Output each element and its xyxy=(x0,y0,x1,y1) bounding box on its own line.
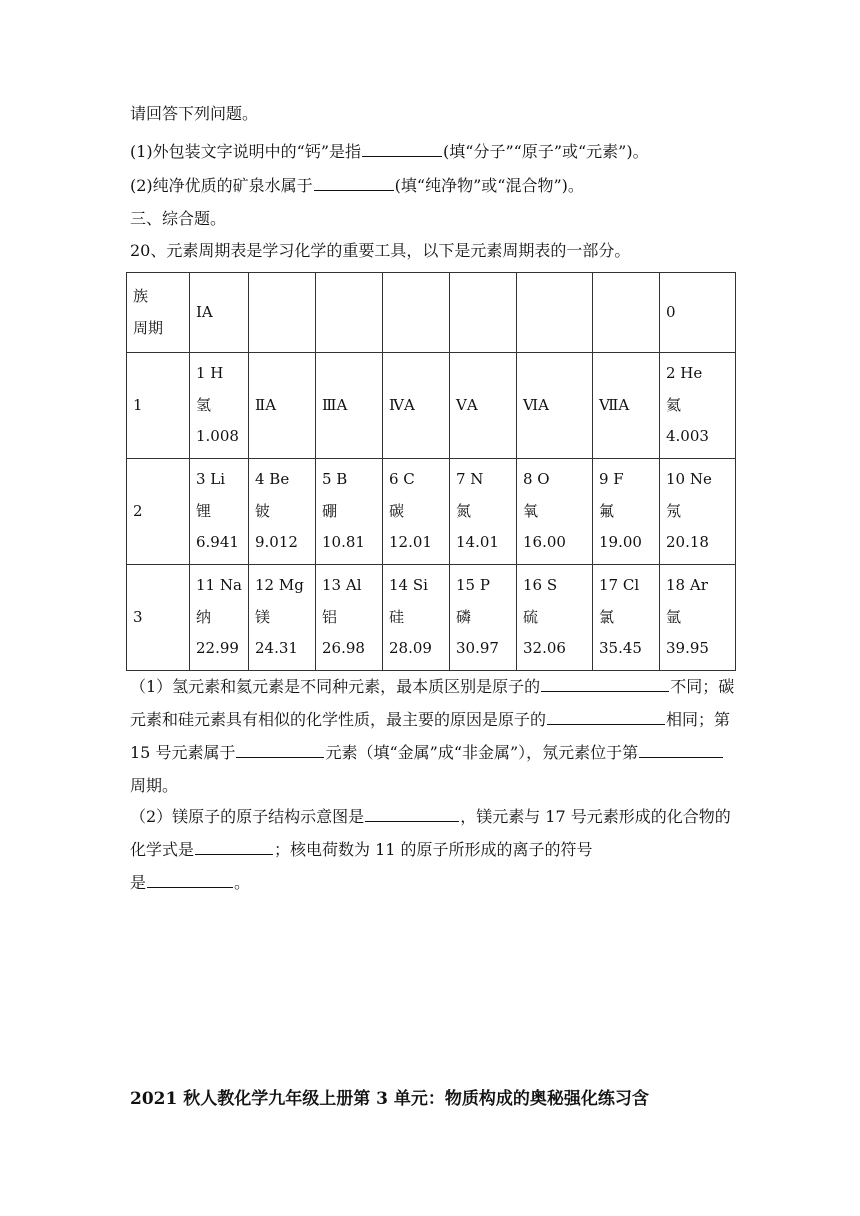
element-name: 氢 xyxy=(196,395,212,414)
group-label-cell: ⅡA xyxy=(249,353,316,459)
element-symbol: 12 Mg xyxy=(255,576,304,595)
element-cell xyxy=(249,565,316,671)
element-name: 氖 xyxy=(666,501,682,520)
element-name: 氟 xyxy=(599,501,615,520)
question-20: 20、元素周期表是学习化学的重要工具，以下是元素周期表的一部分。 xyxy=(130,241,631,260)
question-1 xyxy=(130,140,649,162)
group-label: 族 xyxy=(133,287,149,305)
question-2-text: (2)纯净优质的矿泉水属于 xyxy=(130,176,313,195)
element-name: 硅 xyxy=(389,607,405,626)
element-cell xyxy=(660,565,736,671)
element-symbol: 11 Na xyxy=(196,576,242,595)
element-name: 铝 xyxy=(322,607,338,626)
period-number: 1 xyxy=(127,353,190,459)
answer-blank[interactable] xyxy=(314,174,394,191)
element-cell-H xyxy=(190,353,249,459)
element-name: 氩 xyxy=(666,607,682,626)
element-symbol: 16 S xyxy=(523,576,558,595)
question-text: ；核电荷数为 11 的原子所形成的离子的符号 xyxy=(274,840,593,859)
element-name: 氦 xyxy=(666,395,682,414)
element-cell xyxy=(316,459,383,565)
question-20-part-1 xyxy=(130,670,736,802)
element-cell xyxy=(383,565,450,671)
element-symbol: 4 Be xyxy=(255,470,290,489)
element-mass: 9.012 xyxy=(255,533,298,552)
group-header: IA xyxy=(190,273,249,353)
answer-blank[interactable] xyxy=(547,708,665,725)
period-number: 2 xyxy=(127,459,190,565)
element-symbol: 17 Cl xyxy=(599,576,640,595)
section-heading: 三、综合题。 xyxy=(130,209,227,228)
element-symbol: 5 B xyxy=(322,470,348,489)
question-text: ，镁元素与 17 号元素形成的化合物的化学式是 xyxy=(130,807,731,859)
element-mass: 39.95 xyxy=(666,639,709,658)
group-label-cell: ⅤA xyxy=(450,353,517,459)
answer-blank[interactable] xyxy=(195,838,273,855)
element-mass: 20.18 xyxy=(666,533,709,552)
element-mass: 4.003 xyxy=(666,427,709,446)
group-header xyxy=(450,273,517,353)
element-name: 氧 xyxy=(523,501,539,520)
element-cell xyxy=(660,459,736,565)
element-cell-He xyxy=(660,353,736,459)
element-symbol: 9 F xyxy=(599,470,624,489)
table-row-period-2 xyxy=(127,459,736,565)
element-name: 硫 xyxy=(523,607,539,626)
element-mass: 26.98 xyxy=(322,639,365,658)
answer-blank[interactable] xyxy=(639,741,723,758)
document-heading: 2021 秋人教化学九年级上册第 3 单元：物质构成的奥秘强化练习含 xyxy=(130,1089,649,1109)
element-mass: 14.01 xyxy=(456,533,499,552)
period-number: 3 xyxy=(127,565,190,671)
question-text: （2）镁原子的原子结构示意图是 xyxy=(130,807,365,826)
table-row-period-3 xyxy=(127,565,736,671)
element-mass: 24.31 xyxy=(255,639,298,658)
element-mass: 22.99 xyxy=(196,639,239,658)
group-header xyxy=(593,273,660,353)
element-cell xyxy=(450,459,517,565)
element-cell xyxy=(383,459,450,565)
element-cell xyxy=(249,459,316,565)
question-1-text: (1)外包装文字说明中的“钙”是指 xyxy=(130,142,362,161)
answer-blank[interactable] xyxy=(541,675,669,692)
group-label-cell: ⅣA xyxy=(383,353,450,459)
element-name: 碳 xyxy=(389,501,405,520)
element-name: 硼 xyxy=(322,501,338,520)
element-symbol: 15 P xyxy=(456,576,490,595)
element-symbol: 14 Si xyxy=(389,576,428,595)
element-cell xyxy=(593,565,660,671)
question-text: （1）氢元素和氦元素是不同种元素，最本质区别是原子的 xyxy=(130,677,541,696)
element-mass: 10.81 xyxy=(322,533,365,552)
element-symbol: 6 C xyxy=(389,470,415,489)
question-2 xyxy=(130,174,584,196)
element-symbol: 8 O xyxy=(523,470,550,489)
element-name: 镁 xyxy=(255,607,271,626)
periodic-table xyxy=(126,272,736,671)
element-name: 铍 xyxy=(255,501,271,520)
element-cell xyxy=(190,459,249,565)
element-symbol: 1 H xyxy=(196,364,224,383)
group-header xyxy=(383,273,450,353)
intro-line: 请回答下列问题。 xyxy=(130,104,259,123)
group-header xyxy=(316,273,383,353)
question-text: 元素（填“金属”成“非金属”），氖元素位于第 xyxy=(325,743,639,762)
question-text: 不同；碳元素和硅元素具有相似的化学性质，最主要的原因是原子的 xyxy=(130,677,735,729)
element-name: 锂 xyxy=(196,501,212,520)
element-mass: 28.09 xyxy=(389,639,432,658)
element-mass: 30.97 xyxy=(456,639,499,658)
question-2-hint: (填“纯净物”或“混合物”)。 xyxy=(394,176,584,195)
element-mass: 16.00 xyxy=(523,533,566,552)
question-20-part-2 xyxy=(130,800,736,899)
question-text: 周期。 xyxy=(130,776,179,795)
element-cell xyxy=(517,565,593,671)
answer-blank[interactable] xyxy=(147,871,233,888)
element-name: 磷 xyxy=(456,607,472,626)
element-cell xyxy=(316,565,383,671)
element-name: 氮 xyxy=(456,501,472,520)
element-cell xyxy=(517,459,593,565)
element-cell xyxy=(450,565,517,671)
group-label-cell: ⅥA xyxy=(517,353,593,459)
element-symbol: 3 Li xyxy=(196,470,226,489)
element-symbol: 13 Al xyxy=(322,576,362,595)
answer-blank[interactable] xyxy=(365,805,459,822)
element-symbol: 2 He xyxy=(666,364,703,383)
group-label-cell: ⅦA xyxy=(593,353,660,459)
element-mass: 12.01 xyxy=(389,533,432,552)
element-cell xyxy=(190,565,249,671)
group-header: 0 xyxy=(660,273,736,353)
element-mass: 1.008 xyxy=(196,427,239,446)
group-header xyxy=(249,273,316,353)
question-1-hint: (填“分子”“原子”或“元素”)。 xyxy=(443,142,649,161)
element-symbol: 7 N xyxy=(456,470,484,489)
group-label-cell: ⅢA xyxy=(316,353,383,459)
question-text: 相同；第 15 号元素属于 xyxy=(130,710,731,762)
corner-cell xyxy=(127,273,190,353)
question-text: 是 xyxy=(130,873,147,892)
table-header-row xyxy=(127,273,736,353)
element-name: 氯 xyxy=(599,607,615,626)
period-label: 周期 xyxy=(133,318,164,337)
element-cell xyxy=(593,459,660,565)
answer-blank[interactable] xyxy=(362,140,442,157)
question-text: 。 xyxy=(234,873,251,892)
element-name: 纳 xyxy=(196,607,212,626)
element-symbol: 18 Ar xyxy=(666,576,708,595)
element-mass: 19.00 xyxy=(599,533,642,552)
table-row-period-1 xyxy=(127,353,736,459)
group-header xyxy=(517,273,593,353)
element-mass: 35.45 xyxy=(599,639,642,658)
element-mass: 32.06 xyxy=(523,639,566,658)
answer-blank[interactable] xyxy=(236,741,324,758)
element-mass: 6.941 xyxy=(196,533,239,552)
element-symbol: 10 Ne xyxy=(666,470,712,489)
